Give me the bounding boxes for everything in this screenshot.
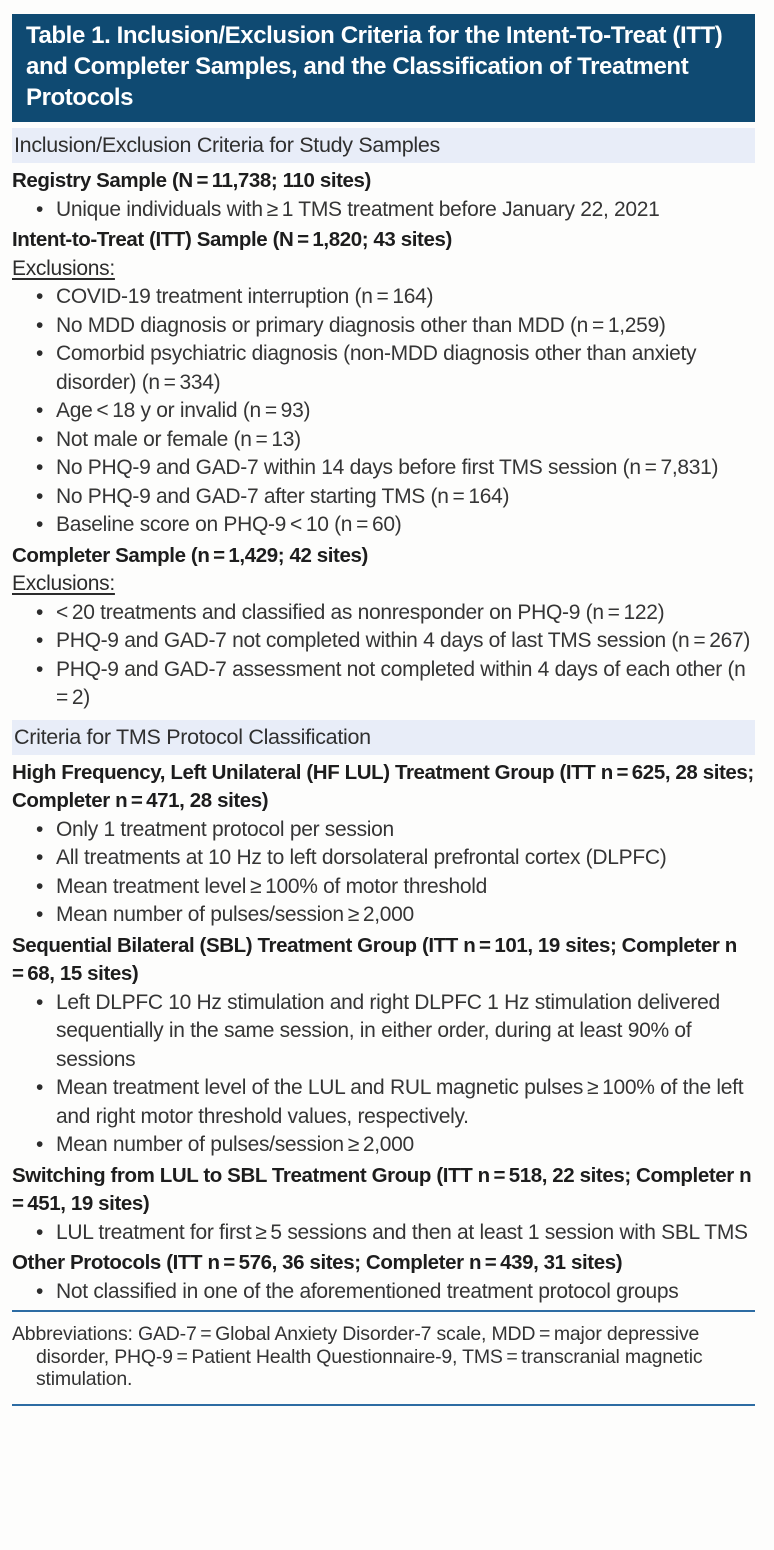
bullet-text: Only 1 treatment protocol per session [56, 817, 394, 841]
bullet-item [12, 873, 755, 902]
bullet-text: LUL treatment for first ≥ 5 sessions and then at least 1 session with SBL TMS [56, 1220, 748, 1244]
block-heading: Other Protocols (ITT n = 576, 36 sites; Completer n = 439, 31 sites) [12, 1251, 623, 1274]
bullet-list [12, 816, 755, 930]
bullet-item [12, 483, 755, 512]
footnote-section [12, 1310, 755, 1406]
block-heading: High Frequency, Left Unilateral (HF LUL) Treatment Group (ITT n = 625, 28 sites; Completer n = 471, 28 sites) [12, 760, 754, 812]
bullet-item [12, 1131, 755, 1160]
bullet-text: Not male or female (n = 13) [56, 427, 301, 451]
table-figure [12, 14, 755, 1406]
exclusions-label: Exclusions: [12, 256, 115, 280]
bullet-text: COVID-19 treatment interruption (n = 164) [56, 285, 434, 308]
bullet-list [12, 1278, 755, 1307]
bullet-text: PHQ-9 and GAD-7 not completed within 4 days of last TMS session (n = 267) [56, 629, 751, 652]
block-switching-group [12, 1162, 755, 1248]
bullet-item [12, 340, 755, 397]
bullet-text: Mean treatment level ≥ 100% of motor threshold [56, 874, 488, 898]
bullet-text: Not classified in one of the aforementioned treatment protocol groups [56, 1279, 679, 1303]
bullet-text: Left DLPFC 10 Hz stimulation and right DLPFC 1 Hz stimulation delivered sequentially in the same session, in either order, during at least 90% of sessions [56, 990, 720, 1071]
section-band-protocol-classification [12, 720, 755, 755]
bullet-item [12, 1219, 755, 1248]
bullet-item [12, 656, 755, 713]
bullet-text: All treatments at 10 Hz to left dorsolateral prefrontal cortex (DLPFC) [56, 846, 667, 869]
bullet-item [12, 397, 755, 426]
abbreviations-footnote: Abbreviations: GAD-7 = Global Anxiety Disorder-7 scale, MDD = major depressive disorder, PHQ-9 = Patient Health Questionnaire-9, TMS = transcranial magnetic stimulation. [12, 1323, 703, 1390]
block-heading: Sequential Bilateral (SBL) Treatment Group (ITT n = 101, 19 sites; Completer n = 68, 15 sites) [12, 933, 741, 985]
bullet-item [12, 844, 755, 873]
table-title-bar [12, 14, 755, 122]
bullet-text: No PHQ-9 and GAD-7 within 14 days before first TMS session (n = 7,831) [56, 456, 719, 479]
block-registry-sample [12, 167, 755, 224]
bullet-item [12, 312, 755, 341]
bullet-item [12, 1074, 755, 1131]
bullet-list [12, 196, 755, 225]
bullet-item [12, 901, 755, 930]
bullet-text: No MDD diagnosis or primary diagnosis other than MDD (n = 1,259) [56, 313, 666, 337]
bullet-list [12, 283, 755, 540]
bullet-list [12, 599, 755, 713]
block-other-protocols [12, 1249, 755, 1306]
section-study-samples [12, 163, 755, 713]
bullet-list [12, 989, 755, 1160]
bullet-item [12, 1278, 755, 1307]
section-protocol-classification [12, 755, 755, 1307]
block-heading: Switching from LUL to SBL Treatment Group (ITT n = 518, 22 sites; Completer n = 451, 19 sites) [12, 1163, 755, 1215]
bullet-text: No PHQ-9 and GAD-7 after starting TMS (n = 164) [56, 484, 510, 508]
bullet-item [12, 283, 755, 312]
bullet-item [12, 426, 755, 455]
bullet-text: Mean number of pulses/session ≥ 2,000 [56, 1133, 414, 1156]
bullet-text: Mean treatment level of the LUL and RUL magnetic pulses ≥ 100% of the left and right motor threshold values, respectively. [56, 1076, 744, 1128]
bullet-item [12, 816, 755, 845]
bullet-item [12, 627, 755, 656]
section-band-label: Criteria for TMS Protocol Classification [14, 724, 371, 749]
block-heading: Intent-to-Treat (ITT) Sample (N = 1,820; 43 sites) [12, 228, 452, 251]
bullet-item [12, 599, 755, 628]
block-heading: Completer Sample (n = 1,429; 42 sites) [12, 543, 368, 567]
bullet-text: PHQ-9 and GAD-7 assessment not completed within 4 days of each other (n = 2) [56, 657, 750, 709]
bullet-text: Age < 18 y or invalid (n = 93) [56, 399, 311, 422]
bullet-text: Unique individuals with ≥ 1 TMS treatment before January 22, 2021 [56, 197, 660, 221]
block-sbl-group [12, 932, 755, 1160]
section-band-label: Inclusion/Exclusion Criteria for Study Samples [14, 133, 440, 157]
bullet-item [12, 196, 755, 225]
bullet-text: Mean number of pulses/session ≥ 2,000 [56, 903, 414, 926]
bullet-item [12, 454, 755, 483]
block-itt-sample [12, 226, 755, 540]
bullet-text: Baseline score on PHQ-9 < 10 (n = 60) [56, 513, 402, 536]
section-band-study-samples [12, 128, 755, 163]
exclusions-label: Exclusions: [12, 572, 115, 595]
table-title: Table 1. Inclusion/Exclusion Criteria for the Intent-To-Treat (ITT) and Completer Samples, and the Classification of Treatment Protocols [26, 22, 723, 111]
bullet-item [12, 511, 755, 540]
block-heading: Registry Sample (N = 11,738; 110 sites) [12, 169, 371, 192]
bullet-item [12, 989, 755, 1075]
block-completer-sample [12, 542, 755, 713]
block-hf-lul-group [12, 759, 755, 930]
bullet-text: < 20 treatments and classified as nonresponder on PHQ-9 (n = 122) [56, 600, 665, 624]
bullet-text: Comorbid psychiatric diagnosis (non-MDD diagnosis other than anxiety disorder) (n = 334) [56, 342, 697, 394]
bullet-list [12, 1219, 755, 1248]
